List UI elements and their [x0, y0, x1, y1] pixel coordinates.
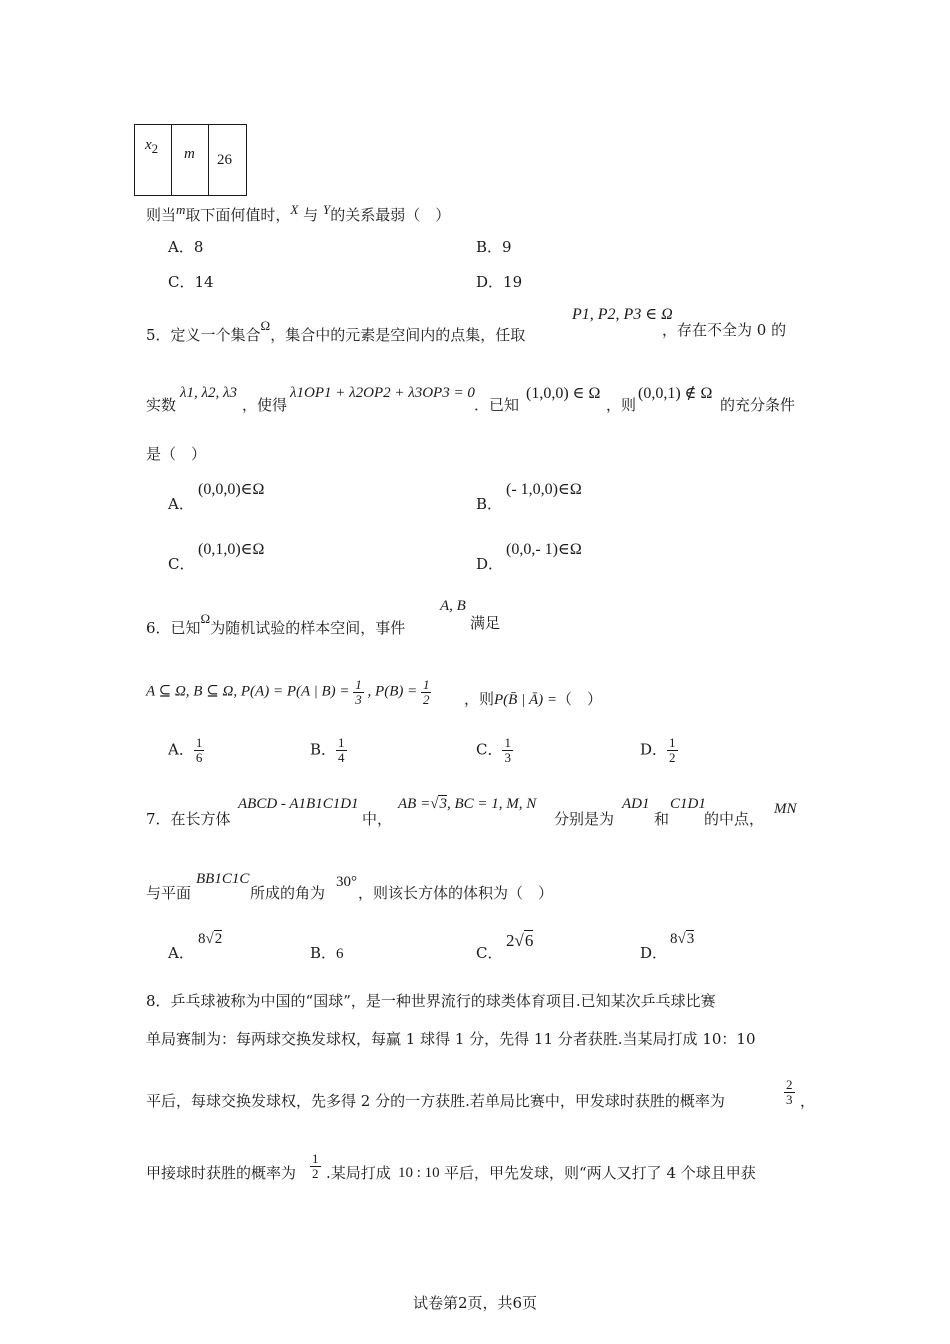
q6-line1: 6．已知$^\Omega$为随机试验的样本空间，事件 — [146, 611, 406, 637]
q7-given: AB =√3, BC = 1, M, N — [398, 796, 537, 812]
q5-option-b-value: (- 1,0,0)∈Ω — [506, 481, 582, 498]
q4-option-c[interactable]: C．14 — [168, 273, 214, 291]
q8-line4-end: 平后，甲先发球，则“两人又打了 4 个球且甲获 — [444, 1164, 756, 1182]
q7-option-a-value: 8√2 — [198, 931, 223, 947]
q5-then: ，则 — [606, 396, 637, 414]
q7-in: 中， — [362, 810, 393, 828]
q7-mn: MN — [774, 801, 797, 817]
q8-line1: 8．乒乓球被称为中国的“国球”，是一种世界流行的球类体育项目.已知某次乒乓球比赛 — [146, 992, 716, 1010]
q7-option-d[interactable]: D． — [640, 944, 668, 962]
q5-such-that: ，使得 — [242, 396, 288, 414]
q5-option-a[interactable]: A． — [168, 495, 194, 513]
q5-line2-end: 的充分条件 — [720, 396, 796, 414]
q8-line3-end: ， — [800, 1092, 816, 1110]
q7-segment-c1d1: C1D1 — [670, 796, 706, 812]
q5-line1-end: ，存在不全为 0 的 — [662, 321, 787, 339]
q5-lambdas: λ1, λ2, λ3 — [180, 385, 237, 401]
q8-line2: 单局赛制为：每两球交换发球权，每赢 1 球得 1 分，先得 11 分者获胜.当某局打成 10：10 — [146, 1030, 756, 1048]
q6-option-a[interactable]: A． $\frac{1}{6}$ — [168, 735, 203, 765]
q7-solid: ABCD - A1B1C1D1 — [238, 796, 359, 812]
q5-equation: λ1OP1 + λ2OP2 + λ3OP3 = 0 — [290, 385, 475, 401]
q6-satisfies: 满足 — [470, 614, 501, 632]
page-footer: 试卷第2页，共6页 — [412, 1294, 538, 1312]
q7-line1-start: 7．在长方体 — [146, 810, 231, 828]
q8-line4-start: 甲接球时获胜的概率为 — [146, 1164, 297, 1182]
q5-known: (1,0,0) ∈ Ω — [526, 385, 601, 402]
q5-known-label: ．已知 — [474, 396, 520, 414]
q7-line2-end: ，则该长方体的体积为（ ） — [358, 884, 554, 902]
q6-condition: A ⊆ Ω, B ⊆ Ω, P(A) = P(A | B) = $\frac{1}{3}$ , P(B) = $\frac{1}{2}$ — [146, 677, 430, 707]
q5-line3: 是（ ） — [146, 445, 207, 463]
q7-angle: 30° — [336, 874, 357, 890]
q7-option-c[interactable]: C． — [476, 944, 503, 962]
q8-fraction-serve: $\frac{2}{3}$ — [786, 1077, 793, 1107]
table-cell-26: 26 — [209, 125, 247, 196]
q8-score: 10 : 10 — [398, 1165, 440, 1181]
q5-option-a-value: (0,0,0)∈Ω — [198, 481, 265, 498]
q7-segment-ad1: AD1 — [622, 796, 650, 812]
q6-option-b[interactable]: B． $\frac{1}{4}$ — [310, 735, 345, 765]
q4-option-d[interactable]: D．19 — [476, 273, 523, 291]
q7-option-a[interactable]: A． — [168, 944, 194, 962]
q7-midpoints: 的中点， — [704, 810, 765, 828]
q6-option-c[interactable]: C． $\frac{1}{3}$ — [476, 735, 511, 765]
q5-option-d-value: (0,0,- 1)∈Ω — [506, 541, 582, 558]
q7-option-d-value: 8√3 — [670, 931, 695, 947]
q7-angle-label: 所成的角为 — [250, 884, 326, 902]
q5-option-d[interactable]: D． — [476, 555, 504, 573]
q7-respectively: 分别是为 — [554, 810, 615, 828]
q5-option-b[interactable]: B． — [476, 495, 503, 513]
q6-events: A, B — [440, 598, 466, 614]
q7-plane: BB1C1C — [196, 871, 250, 887]
table-cell-m: m — [172, 125, 209, 196]
q7-option-c-value: 2√6 — [506, 931, 534, 950]
q5-option-c-value: (0,1,0)∈Ω — [198, 541, 265, 558]
q5-line1: 5．定义一个集合$^\Omega$，集合中的元素是空间内的点集，任取 — [146, 318, 526, 344]
q6-ask: ，则P(B̄ | Ā) =（ ） — [464, 690, 603, 708]
q5-option-c[interactable]: C． — [168, 555, 195, 573]
table-cell-x2: $x_2$ — [135, 125, 172, 196]
q4-option-b[interactable]: B．9 — [476, 238, 512, 256]
q7-option-b[interactable]: B．6 — [310, 944, 344, 962]
q8-line3: 平后，每球交换发球权，先多得 2 分的一方获胜.若单局比赛中，甲发球时获胜的概率为 — [146, 1092, 725, 1110]
q5-point-set: P1, P2, P3 ∈ Ω — [572, 306, 673, 323]
table-row — [135, 125, 247, 196]
q6-option-d[interactable]: D． $\frac{1}{2}$ — [640, 735, 676, 765]
q8-fraction-receive: $\frac{1}{2}$ — [312, 1151, 319, 1181]
data-table — [134, 124, 247, 196]
q7-line2-start: 与平面 — [146, 884, 192, 902]
q5-target: (0,0,1) ∉ Ω — [638, 385, 713, 402]
q8-line4-mid: .某局打成 — [326, 1164, 391, 1182]
q7-and: 和 — [654, 810, 670, 828]
q4-option-a[interactable]: A．8 — [168, 238, 204, 256]
q5-line2-start: 实数 — [146, 396, 177, 414]
q4-stem: 则当$^m$取下面何值时，$^X$ 与 $^Y$的关系最弱（ ） — [146, 202, 451, 224]
